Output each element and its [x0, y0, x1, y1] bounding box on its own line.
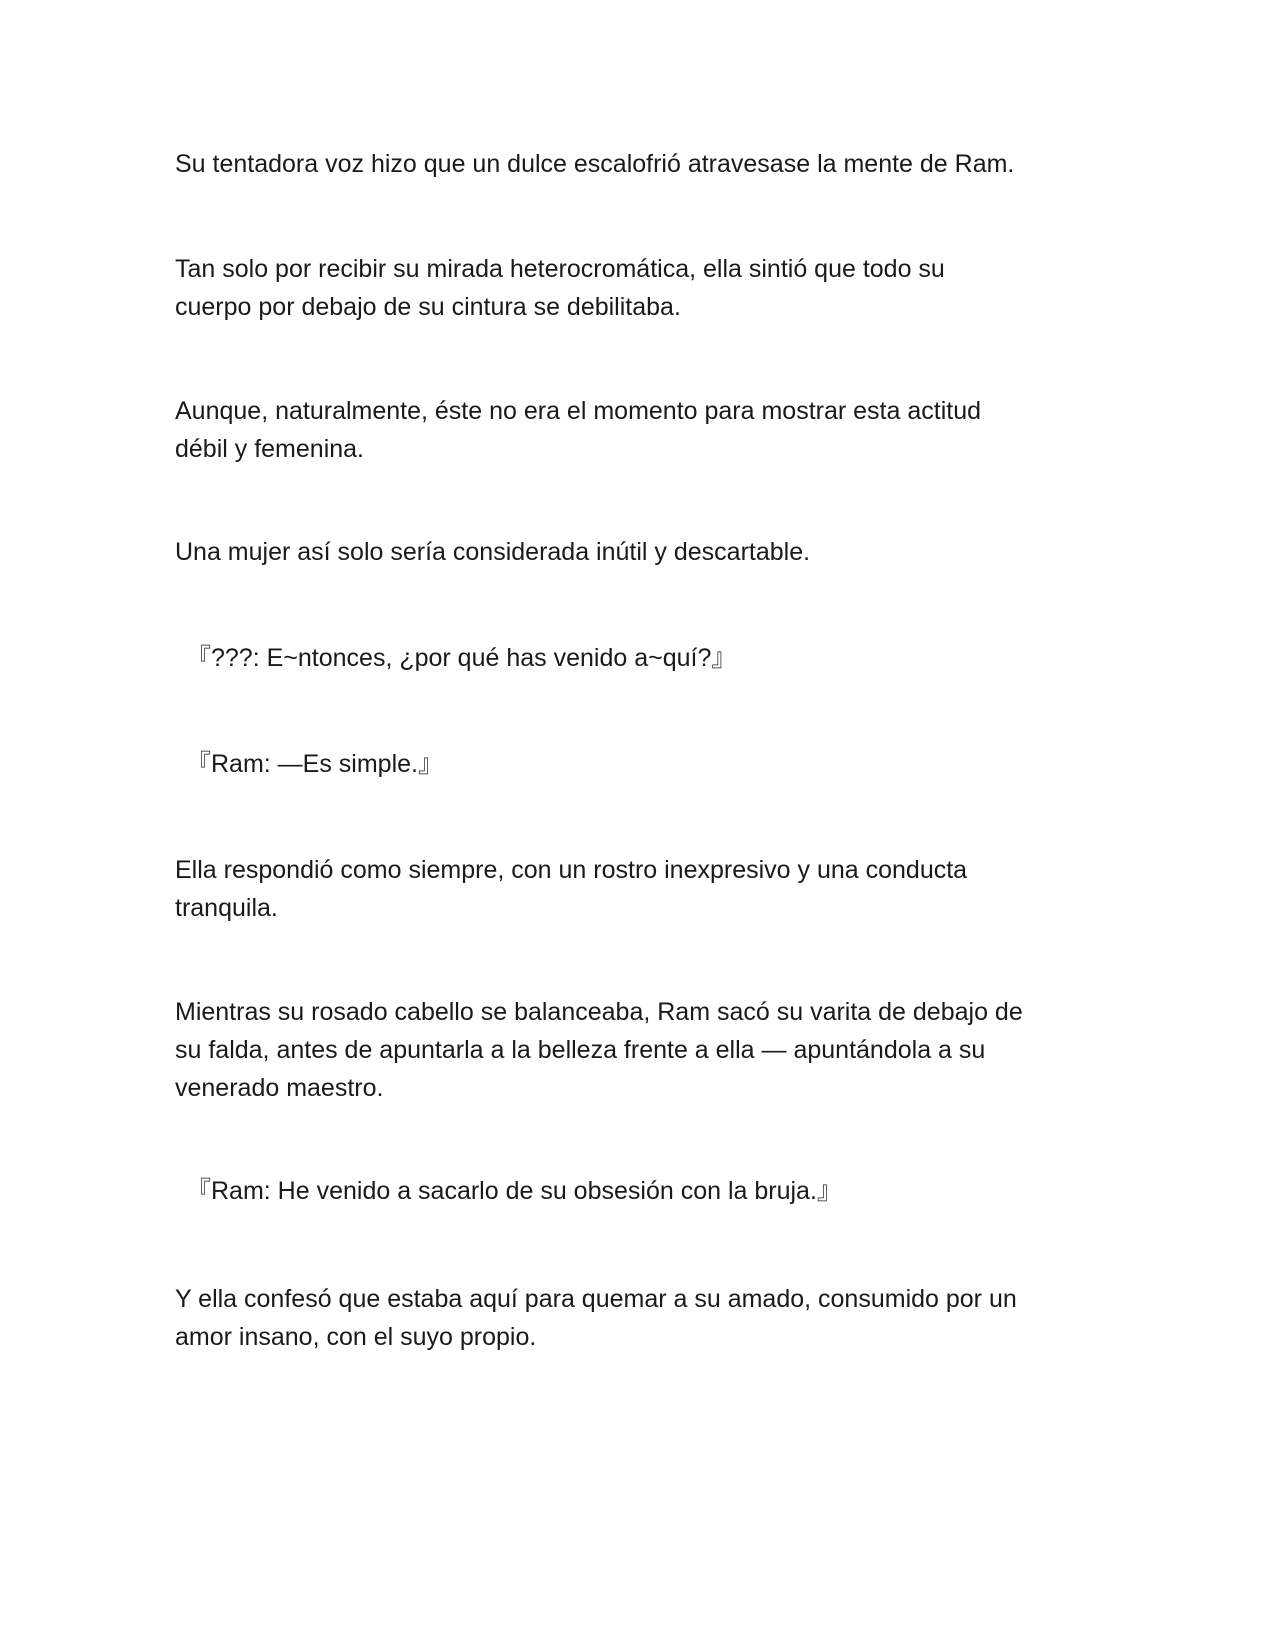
paragraph-line: tranquila.	[175, 894, 278, 922]
paragraph-line: Ella respondió como siempre, con un rostro inexpresivo y una conducta	[175, 856, 968, 884]
paragraph-line: su falda, antes de apuntarla a la belleza frente a ella — apuntándola a su	[175, 1036, 986, 1064]
paragraph-4	[175, 533, 1095, 571]
paragraph-7	[175, 1280, 1095, 1356]
paragraph-line: amor insano, con el suyo propio.	[175, 1323, 537, 1351]
paragraph-line: venerado maestro.	[175, 1074, 384, 1102]
dialogue-2	[186, 745, 1106, 783]
dialogue-line: 『Ram: He venido a sacarlo de su obsesión con la bruja.』	[186, 1177, 842, 1205]
dialogue-line: 『???: E~ntonces, ¿por qué has venido a~quí?』	[186, 644, 737, 672]
paragraph-line: Mientras su rosado cabello se balanceaba, Ram sacó su varita de debajo de	[175, 998, 1023, 1026]
paragraph-2	[175, 250, 1095, 326]
paragraph-line: Una mujer así solo sería considerada inútil y descartable.	[175, 538, 811, 566]
dialogue-1	[186, 639, 1106, 677]
paragraph-line: Su tentadora voz hizo que un dulce escalofrió atravesase la mente de Ram.	[175, 150, 1015, 178]
paragraph-line: débil y femenina.	[175, 435, 365, 463]
paragraph-line: cuerpo por debajo de su cintura se debilitaba.	[175, 293, 681, 321]
dialogue-line: 『Ram: —Es simple.』	[186, 750, 443, 778]
paragraph-line: Tan solo por recibir su mirada heterocromática, ella sintió que todo su	[175, 255, 945, 283]
paragraph-line: Y ella confesó que estaba aquí para quemar a su amado, consumido por un	[175, 1285, 1017, 1313]
dialogue-3	[186, 1172, 1106, 1210]
paragraph-6	[175, 993, 1095, 1107]
paragraph-1	[175, 145, 1095, 183]
paragraph-5	[175, 851, 1095, 927]
paragraph-3	[175, 392, 1095, 468]
paragraph-line: Aunque, naturalmente, éste no era el momento para mostrar esta actitud	[175, 397, 982, 425]
